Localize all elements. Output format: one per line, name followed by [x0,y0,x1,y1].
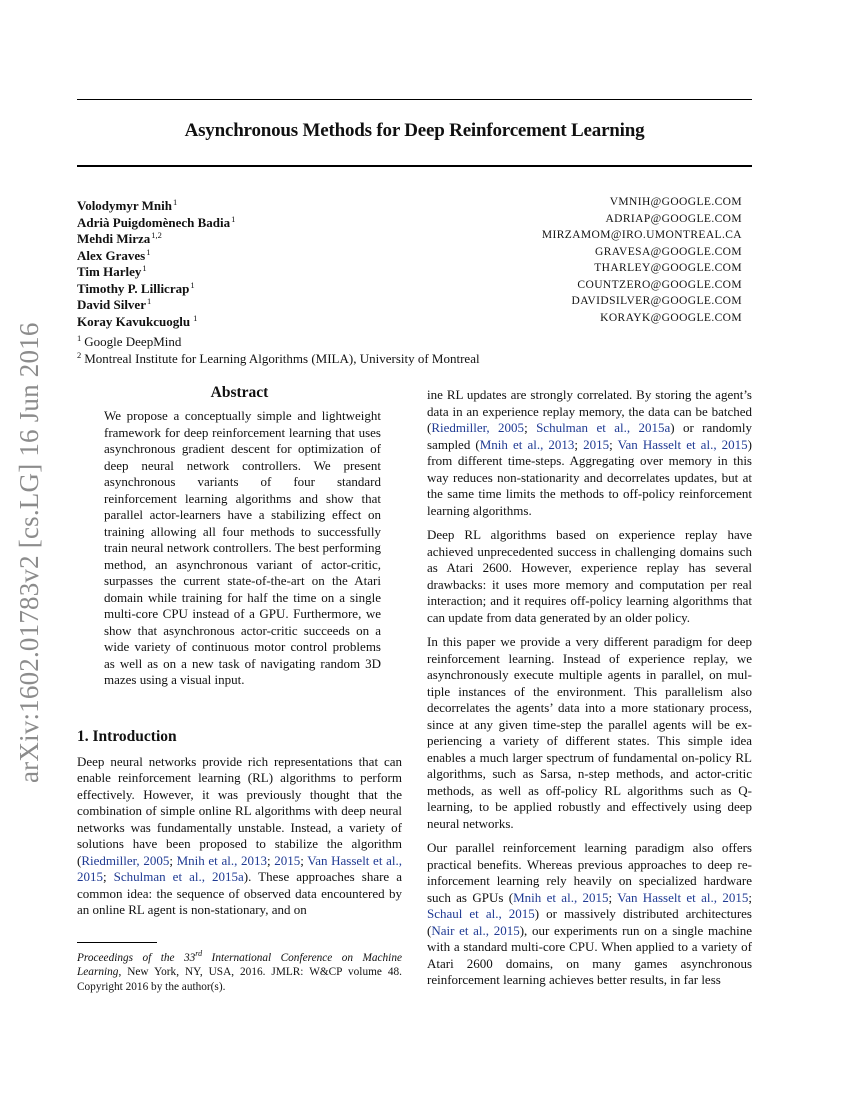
author-row [77,227,742,244]
paper-title: Asynchronous Methods for Deep Reinforcement Learning [184,120,645,141]
author-email: DAVIDSILVER@GOOGLE.COM [571,295,742,307]
title-rule-top [77,99,752,100]
right-column [427,387,752,997]
citation-link[interactable]: Van Hasselt et al., 2015 [77,852,402,884]
citation-link[interactable]: Schulman et al., 2015a [113,869,244,884]
citation-link[interactable]: Schulman et al., 2015a [536,420,671,435]
citation-link[interactable]: 2015 [274,852,301,868]
citation-link[interactable]: Nair et al., 2015 [431,922,520,938]
citation-link[interactable]: Mnih et al., 2015 [513,889,609,905]
author-affil-mark: 1 [146,296,152,306]
author-email: MIRZAMOM@IRO.UMONTREAL.CA [541,229,742,241]
author-affil-mark: 1 [191,312,198,323]
author-name: Tim Harley$^1$ [77,263,147,279]
author-row [77,293,742,310]
arxiv-stamp: arXiv:1602.01783v2 [cs.LG] 16 Jun 2016 [14,322,44,783]
author-name: Mehdi Mirza$^{1,2}$ [77,230,162,246]
abstract-text: We propose a conceptually simple and lightweight framework for deep reinforcement learning that uses asynchronous gradient descent for optimization of deep neural network controllers. We present asynchronous variants of four standard reinforcement learning algorithms and show that parallel actor-learners have a stabilizing effect on training allowing all four methods to successfully train neural network controllers. The best performing method, an asynchronous variant of actor-critic, surpasses the current state-of-the-art on the Atari domain while training for half the time on a single multi-core CPU instead of a GPU. Furthermore, we show that asynchronous actor-critic succeeds on a wide variety of continuous motor control problems as well as on a new task of navigating random 3D mazes using a visual input. [104,408,381,687]
intro-paragraph-3: In this paper we provide a very different paradigm for deep reinforcement learning. Instead of experience replay, we asynchronously execute multiple agents in parallel, on multiple instances of the environment. This parallelism also decorrelates the agents’ data into a more stationary process, since at any given time-step the parallel agents will be experiencing a variety of different states. This simple idea enables a much larger spectrum of fundamental on-policy RL algorithms, such as Sarsa, n-step methods, and actor-critic methods, as well as off-policy RL algorithms such as Q-learning, to be applied robustly and effectively using deep neural networks. [427,634,752,831]
intro-paragraph-4: Our parallel reinforcement learning paradigm also offers practical benefits. Whereas previous approaches to deep reinforcement learning rely heavily on specialized hardware such as GPUs (Mnih et al., 2015; Van Hasselt et al., 2015; Schaul et al., 2015) or massively distributed architectures (Nair et al., 2015), our experiments run on a single machine with a standard multi-core CPU. When applied to a variety of Atari 2600 domains, on many games asynchronous reinforcement learning achieves better results, in far less [427,840,752,987]
author-row [77,211,742,228]
author-row [77,260,742,277]
title-rule-bottom [77,165,752,167]
intro-paragraph-2: Deep RL algorithms based on experience replay have achieved unprecedented success in challenging domains such as Atari 2600. However, experience replay has several drawbacks: it uses more memory and computation per real interaction; and it requires off-policy learning algorithms that can update from data generated by an older policy. [427,527,752,625]
intro-paragraph-1-continued: ine RL updates are strongly correlated. By storing the agent’s data in an experience replay memory, the data can be batched (Riedmiller, 2005; Schulman et al., 2015a) or randomly sampled (Mnih et al., 2013; 2015; Van Hasselt et al., 2015) from different time-steps. Aggregating over memory in this way reduces non-stationarity and decorrelates updates, but at the same time limits the methods to off-policy reinforcement learning algorithms. [427,387,752,518]
author-name: Koray Kavukcuoglu $^1$ [77,312,198,329]
author-name: Alex Graves$^1$ [77,246,151,263]
author-email: THARLEY@GOOGLE.COM [594,262,742,274]
author-affil-mark: 1,2 [151,230,162,240]
author-name: Timothy P. Lillicrap$^1$ [77,279,195,296]
citation-link[interactable]: Schaul et al., 2015 [427,906,535,921]
author-affil-mark: 1 [231,213,236,224]
author-row [77,244,742,261]
citation-link[interactable]: Mnih et al., 2013 [479,436,575,452]
footnote-proceedings: Proceedings of the 33rd International Conference on Machine Learning, New York, NY, USA, 2016. JMLR: W&CP volume 48. Copyright 2016 by the author(s). [77,949,402,993]
author-email: KORAYK@GOOGLE.COM [600,311,742,324]
author-row [77,194,742,211]
author-row [77,310,742,327]
author-affil-mark: 1 [190,279,195,290]
author-name: Volodymyr Mnih$^1$ [77,197,178,213]
author-affil-mark: 1 [173,197,178,207]
left-column [77,384,402,927]
affiliation: $^1$ Google DeepMind [77,333,182,349]
abstract-heading: Abstract [210,384,269,401]
footnote-rule [77,942,157,943]
author-affil-mark: 1 [146,246,151,257]
citation-link[interactable]: Riedmiller, 2005 [81,852,170,868]
affiliation: $^2$ Montreal Institute for Learning Algorithms (MILA), University of Montreal [77,350,480,366]
citation-link[interactable]: Van Hasselt et al., 2015 [617,436,748,452]
author-name: David Silver$^1$ [77,296,152,312]
author-list [77,194,742,329]
citation-link[interactable]: Riedmiller, 2005 [431,420,525,435]
author-email: VMNIH@GOOGLE.COM [609,196,742,208]
intro-paragraph-1: Deep neural networks provide rich representations that can enable reinforcement learning (RL) algorithms to perform effectively. However, it was previously thought that the combination of simple online RL algorithms with deep neural networks was fundamentally unstable. Instead, a variety of solutions have been proposed to stabilize the algorithm (Riedmiller, 2005; Mnih et al., 2013; 2015; Van Hasselt et al., 2015; Schulman et al., 2015a). These approaches share a common idea: the sequence of observed data encountered by an online RL agent is non-stationary, and on [77,753,402,917]
author-email: ADRIAP@GOOGLE.COM [605,212,742,225]
citation-link[interactable]: 2015 [583,436,610,452]
author-email: COUNTZERO@GOOGLE.COM [577,278,742,291]
author-name: Adrià Puigdomènech Badia$^1$ [77,213,236,230]
author-email: GRAVESA@GOOGLE.COM [595,245,742,258]
citation-link[interactable]: Mnih et al., 2013 [176,852,267,868]
author-row [77,277,742,294]
citation-link[interactable]: Van Hasselt et al., 2015 [617,889,749,905]
author-affil-mark: 1 [142,263,147,273]
section-heading-introduction: 1. Introduction [77,727,177,745]
